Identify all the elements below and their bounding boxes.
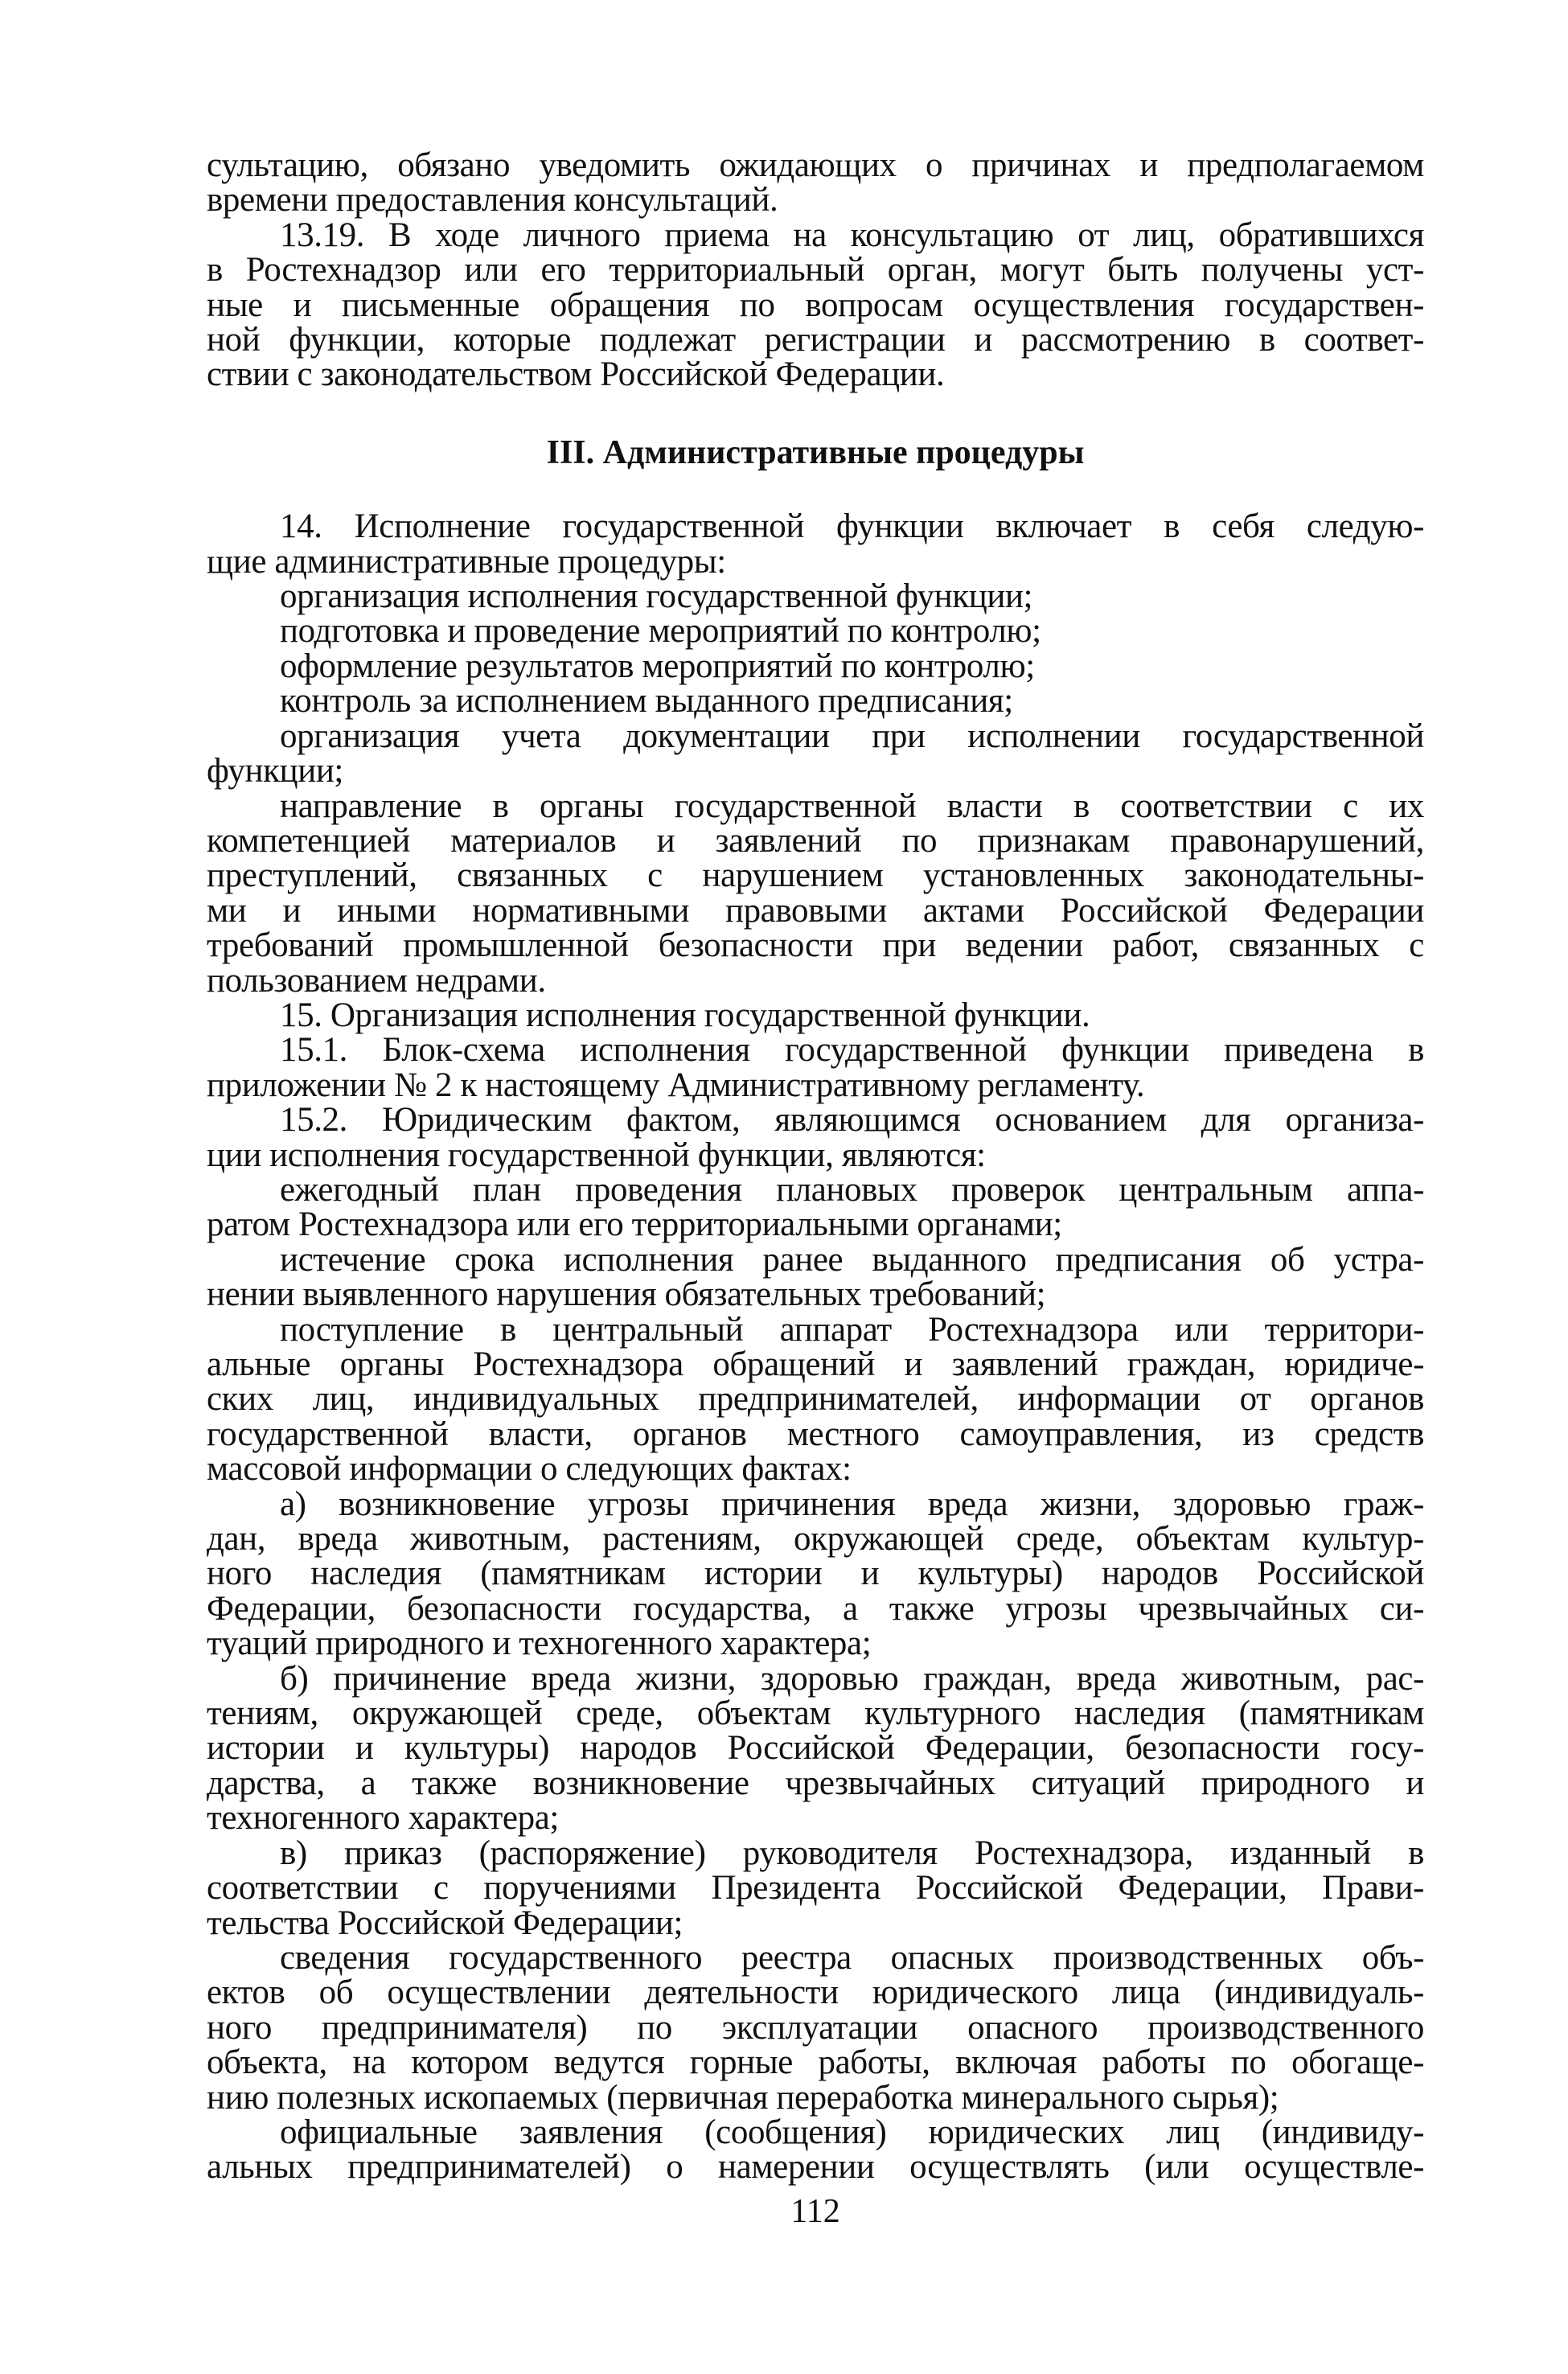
paragraph xyxy=(207,1938,1424,2117)
paragraph xyxy=(207,1312,1424,1487)
text-line: б) причинение вреда жизни, здоровью граждан, вреда животным, рас- xyxy=(280,1659,1424,1698)
text-line: туаций природного и техногенного характера; xyxy=(207,1624,872,1663)
text-line: щие административные процедуры: xyxy=(207,542,726,581)
text-line: тельства Российской Федерации; xyxy=(207,1904,683,1942)
paragraph xyxy=(207,789,1424,998)
text-line: требований промышленной безопасности при ведении работ, связанных с xyxy=(207,926,1424,965)
page-number: 112 xyxy=(790,2192,840,2230)
text-line: преступлений, связанных с нарушением установленных законодательны- xyxy=(207,856,1424,895)
paragraph xyxy=(207,148,1424,218)
paragraph xyxy=(207,649,1424,684)
paragraph xyxy=(207,1103,1424,1173)
text-line: подготовка и проведение мероприятий по контролю; xyxy=(280,612,1041,651)
paragraph xyxy=(207,1487,1424,1661)
text-line: пользованием недрами. xyxy=(207,961,546,1000)
paragraph xyxy=(207,682,1424,721)
text-line: компетенцией материалов и заявлений по признакам правонарушений, xyxy=(207,821,1424,860)
paragraph xyxy=(207,579,1424,614)
text-line: 15.1. Блок-схема исполнения государственной функции приведена в xyxy=(280,1031,1424,1070)
text-line: 15.2. Юридическим фактом, являющимся основанием для организа- xyxy=(280,1101,1424,1140)
text-line: государственной власти, органов местного самоуправления, из средств xyxy=(207,1415,1424,1453)
paragraph xyxy=(207,1661,1424,1836)
document-page xyxy=(207,148,1424,2229)
paragraph xyxy=(207,1242,1424,1312)
section-before-heading xyxy=(207,148,1424,392)
text-line: ной функции, которые подлежат регистрации и рассмотрению в соответ- xyxy=(207,321,1424,359)
text-line: а) возникновение угрозы причинения вреда жизни, здоровью граж- xyxy=(280,1485,1424,1523)
paragraph xyxy=(207,1170,1424,1244)
text-line: альные органы Ростехнадзора обращений и заявлений граждан, юридиче- xyxy=(207,1345,1424,1383)
text-line: соответствии с поручениями Президента Российской Федерации, Прави- xyxy=(207,1869,1424,1908)
section-heading: III. Административные процедуры xyxy=(546,433,1085,471)
text-line: нении выявленного нарушения обязательных требований; xyxy=(207,1275,1046,1314)
text-line: дарства, а также возникновение чрезвычайных ситуаций природного и xyxy=(207,1764,1424,1802)
text-line: ектов об осуществлении деятельности юридического лица (индивидуаль- xyxy=(207,1974,1424,2012)
paragraph xyxy=(207,998,1424,1033)
text-line: объекта, на котором ведутся горные работы, включая работы по обогаще- xyxy=(207,2043,1424,2082)
text-line: организация исполнения государственной функции; xyxy=(280,577,1033,616)
text-line: истории и культуры) народов Российской Федерации, безопасности госу- xyxy=(207,1729,1424,1768)
text-line: техногенного характера; xyxy=(207,1799,559,1838)
text-line: оформление результатов мероприятий по контролю; xyxy=(280,647,1035,685)
text-line: времени предоставления консультаций. xyxy=(207,181,778,220)
text-line: функции; xyxy=(207,752,343,791)
text-line: массовой информации о следующих фактах: xyxy=(207,1450,852,1489)
text-line: ного наследия (памятникам истории и культуры) народов Российской xyxy=(207,1555,1424,1593)
text-line: ного предпринимателя) по эксплуатации опасного производственного xyxy=(207,2008,1424,2047)
text-line: ные и письменные обращения по вопросам осуществления государствен- xyxy=(207,285,1424,324)
paragraph xyxy=(207,1033,1424,1103)
text-line: направление в органы государственной власти в соответствии с их xyxy=(280,787,1424,825)
text-line: Федерации, безопасности государства, а также угрозы чрезвычайных си- xyxy=(207,1589,1424,1628)
text-line: 14. Исполнение государственной функции включает в себя следую- xyxy=(280,507,1424,546)
text-line: ствии с законодательством Российской Федерации. xyxy=(207,355,945,394)
text-line: 13.19. В ходе личного приема на консультацию от лиц, обратившихся xyxy=(280,216,1424,254)
text-line: ских лиц, индивидуальных предпринимателей, информации от органов xyxy=(207,1380,1424,1419)
text-line: альных предпринимателей) о намерении осуществлять (или осуществле- xyxy=(207,2148,1424,2187)
paragraph xyxy=(207,1836,1424,1941)
text-line: 15. Организация исполнения государственной функции. xyxy=(280,996,1090,1034)
text-line: приложении № 2 к настоящему Административному регламенту. xyxy=(207,1066,1145,1104)
text-line: сультацию, обязано уведомить ожидающих о причинах и предполагаемом xyxy=(207,146,1424,184)
paragraph xyxy=(207,218,1424,392)
text-line: организация учета документации при исполнении государственной xyxy=(280,717,1424,755)
text-line: сведения государственного реестра опасных производственных объ- xyxy=(280,1938,1424,1977)
text-line: дан, вреда животным, растениям, окружающей среде, объектам культур- xyxy=(207,1520,1424,1559)
text-line: нию полезных ископаемых (первичная переработка минерального сырья); xyxy=(207,2078,1279,2117)
text-line: в Ростехнадзор или его территориальный орган, могут быть получены уст- xyxy=(207,251,1424,290)
text-line: истечение срока исполнения ранее выданного предписания об устра- xyxy=(280,1240,1424,1279)
text-line: ции исполнения государственной функции, являются: xyxy=(207,1136,986,1174)
text-line: контроль за исполнением выданного предписания; xyxy=(280,682,1013,721)
section-administrative-procedures xyxy=(207,509,1424,2185)
text-line: ми и иными нормативными правовыми актами Российской Федерации xyxy=(207,891,1424,930)
paragraph xyxy=(207,2115,1424,2185)
text-line: ежегодный план проведения плановых проверок центральным аппа- xyxy=(280,1170,1424,1209)
text-line: поступление в центральный аппарат Ростехнадзора или территори- xyxy=(280,1310,1424,1349)
text-line: в) приказ (распоряжение) руководителя Ростехнадзора, изданный в xyxy=(280,1834,1424,1872)
text-line: официальные заявления (сообщения) юридических лиц (индивиду- xyxy=(280,2113,1424,2151)
text-line: ратом Ростехнадзора или его территориальными органами; xyxy=(207,1205,1062,1244)
paragraph xyxy=(207,612,1424,651)
text-line: тениям, окружающей среде, объектам культурного наследия (памятникам xyxy=(207,1694,1424,1733)
paragraph xyxy=(207,719,1424,789)
paragraph xyxy=(207,509,1424,579)
